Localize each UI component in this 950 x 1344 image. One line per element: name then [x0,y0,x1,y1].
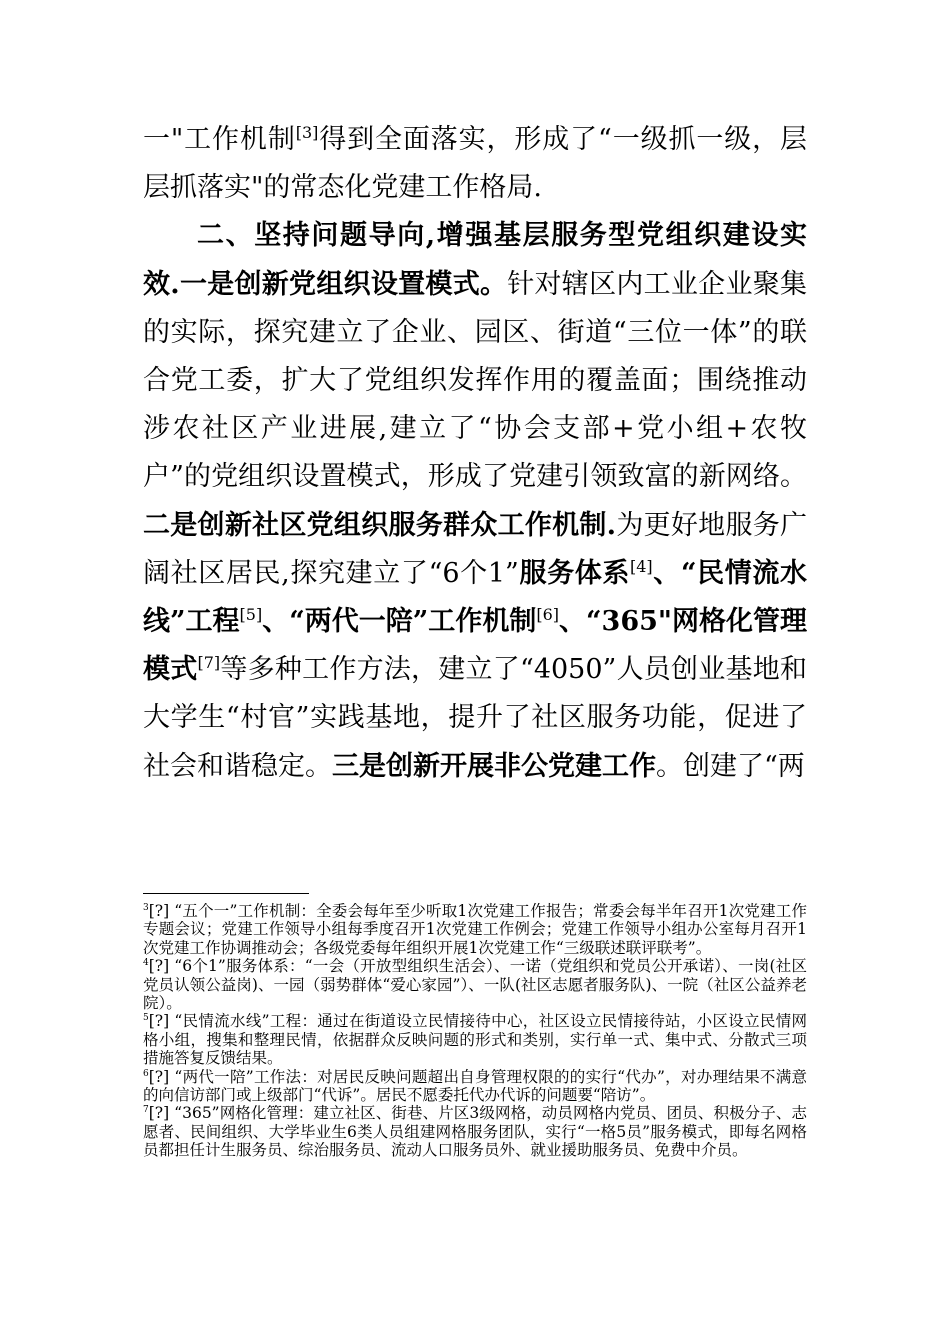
footnote-text: [?] “6个1”服务体系：“一会（开放型组织生活会）、一诺（党组织和党员公开承诺）、一岗(社区党员认领公益岗)、一园（弱势群体“爱心家园”）、一队(社区志愿者服务队)、一院（社区公益养老院）。 [143,957,807,1013]
bold-run: 服务体系 [518,557,630,589]
bold-run: 、“两代一陪”工作机制 [262,606,537,638]
footnote-mark: 5 [143,1013,149,1024]
paragraph-1 [143,116,807,212]
footnote-mark: 3 [143,902,149,913]
bold-run: 二是创新社区党组织服务群众工作机制. [143,509,617,541]
footnote-5 [143,1012,807,1067]
text-run: 为更好地服务广阔社区居民,探究建立了“6个1” [143,509,808,589]
bold-run: 三是创新开展非公党建工作 [332,750,656,782]
text-run: 针对辖区内工业企业聚集的实际，探究建立了企业、园区、街道“三位一体”的联合党工委，扩大了党组织发挥作用的覆盖面；围绕推动涉农社区产业进展,建立了“协会支部+党小组+农牧户”的党组织设置模式，形成了党建引领致富的新网络。 [143,268,807,493]
text-run: 一"工作机制 [143,124,296,155]
body-text [143,116,807,791]
footnote-4 [143,957,807,1012]
footnote-ref-5[interactable]: [5] [239,605,263,625]
footnote-mark: 7 [143,1105,149,1116]
section-heading: 二、坚持问题导向,增强基层服务型党组织建设实效.一是创新党组织设置模式。 [143,220,807,300]
footnote-7 [143,1104,807,1159]
paragraph-2 [143,212,807,790]
footnote-ref-7[interactable]: [7] [197,653,221,673]
footnote-text: [?] “民情流水线”工程：通过在街道设立民情接待中心，社区设立民情接待站，小区设立民情网格小组，搜集和整理民情，依据群众反映问题的形式和类别，实行单一式、集中式、分散式三项措施答复反馈结果。 [143,1012,807,1068]
footnote-mark: 4 [143,958,149,969]
bold-run: 、“民情流水线”工程 [143,557,808,638]
footnote-6 [143,1068,807,1105]
footnote-3 [143,902,807,957]
footnote-ref-3[interactable]: [3] [295,123,319,142]
text-run: 得到全面落实，形成了“一级抓一级，层层抓落实"的常态化党建工作格局. [143,124,807,204]
footnotes [143,902,807,1160]
footnote-mark: 6 [143,1068,149,1079]
footnote-separator [143,893,309,894]
footnote-text: [?] “365”网格化管理：建立社区、街巷、片区3级网格，动员网格内党员、团员、积极分子、志愿者、民间组织、大学毕业生6类人员组建网格服务团队，实行“一格5员”服务模式，即每名网格员都担任计生服务员、综治服务员、流动人口服务员外、就业援助服务员、免费中介员。 [143,1104,807,1160]
footnote-text: [?] “五个一”工作机制：全委会每年至少听取1次党建工作报告；常委会每半年召开1次党建工作专题会议；党建工作领导小组每季度召开1次党建工作例会；党建工作领导小组办公室每月召开1次党建工作协调推动会；各级党委每年组织开展1次党建工作“三级联述联评联考”。 [143,902,807,957]
footnote-ref-4[interactable]: [4] [630,556,653,576]
text-run: 等多种工作方法，建立了“4050”人员创业基地和大学生“村官”实践基地，提升了社区服务功能，促进了社会和谐稳定。 [143,654,807,782]
bold-run: 、“365"网格化管理模式 [143,606,807,686]
text-run: 。创建了“两 [656,750,805,782]
footnote-text: [?] “两代一陪”工作法：对居民反映问题超出自身管理权限的的实行“代办”，对办理结果不满意的向信访部门或上级部门“代诉”。居民不愿委托代办代诉的问题要“陪访”。 [143,1067,807,1105]
footnote-ref-6[interactable]: [6] [536,605,559,625]
